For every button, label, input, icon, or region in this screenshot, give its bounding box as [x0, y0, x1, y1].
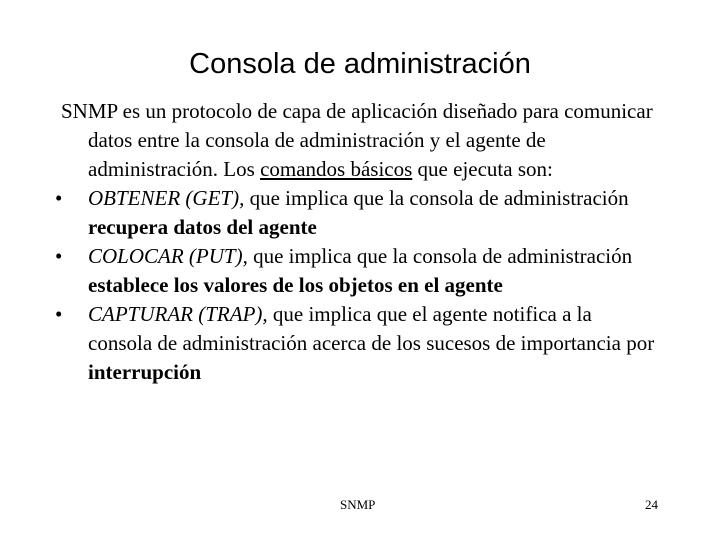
bullet-marker: •	[55, 302, 63, 326]
intro-paragraph	[61, 97, 661, 184]
footer-label: SNMP	[340, 497, 376, 512]
intro-underlined-text: comandos básicos	[260, 157, 413, 181]
page-number: 24	[645, 497, 658, 512]
slide-body	[55, 97, 661, 387]
bullet-text: que implica que la consola de administración	[247, 244, 633, 268]
bullet-bold-text: interrupción	[88, 360, 202, 384]
bullet-item-put	[55, 242, 661, 300]
intro-text-after: que ejecuta son:	[412, 157, 553, 181]
intro-text-before: SNMP es un protocolo de capa de aplicación diseñado para comunicar datos entre la consola de administración y el agente de administración. Los	[61, 99, 653, 181]
command-get: OBTENER (GET),	[88, 186, 245, 210]
bullet-marker: •	[55, 186, 63, 210]
bullet-bold-text: recupera datos del agente	[88, 215, 317, 239]
bullet-marker: •	[55, 244, 63, 268]
bullet-text: que implica que la consola de administración	[244, 186, 629, 210]
command-trap: CAPTURAR (TRAP),	[88, 302, 268, 326]
bullet-item-get	[55, 184, 661, 242]
command-put: COLOCAR (PUT),	[88, 244, 248, 268]
slide-title: Consola de administración	[189, 48, 531, 80]
bullet-text: que implica que el agente notifica a la consola de administración acerca de los sucesos de importancia por	[88, 302, 655, 355]
bullet-bold-text: establece los valores de los objetos en el agente	[88, 273, 503, 297]
bullet-item-trap	[55, 300, 661, 387]
